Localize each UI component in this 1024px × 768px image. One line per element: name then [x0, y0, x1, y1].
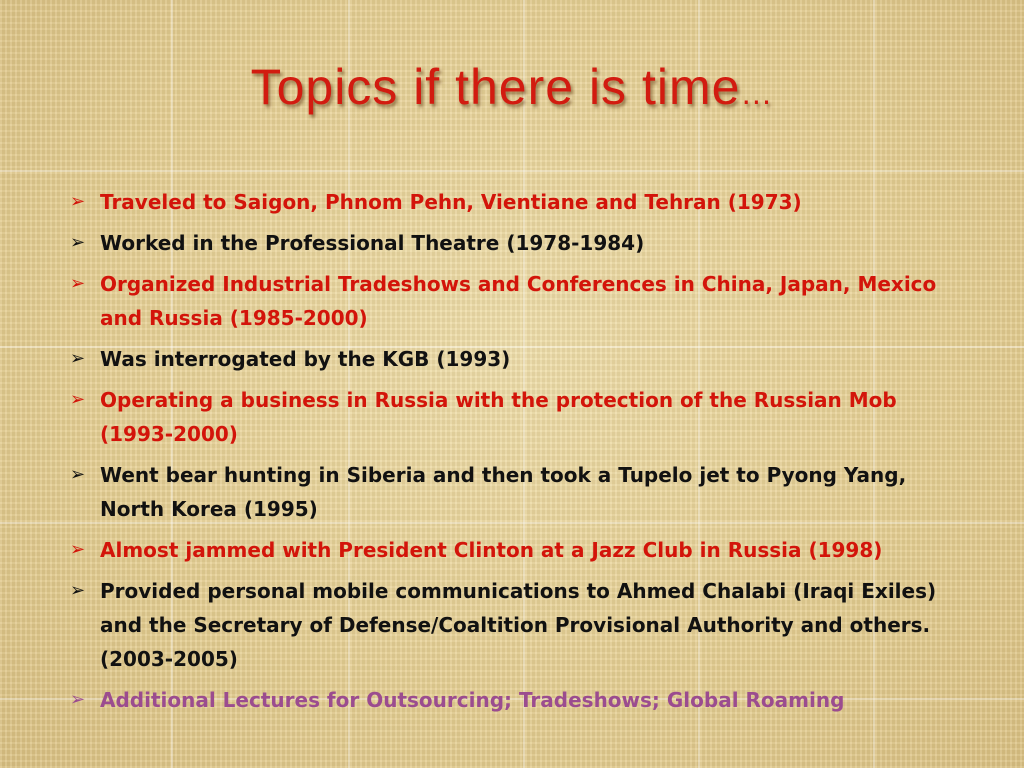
- bullet-item: [70, 383, 970, 451]
- bullet-item: [70, 458, 970, 526]
- arrowhead-bullet-icon: ➢: [70, 539, 86, 560]
- bullet-item: [70, 185, 970, 219]
- bullet-item: [70, 574, 970, 676]
- bullet-item: [70, 267, 970, 335]
- slide-title-text: Topics if there is time: [250, 59, 741, 115]
- bullet-text: Almost jammed with President Clinton at a Jazz Club in Russia (1998): [100, 538, 883, 562]
- bullet-item: [70, 683, 970, 717]
- bullet-text: Provided personal mobile communications to Ahmed Chalabi (Iraqi Exiles) and the Secretary of Defense/Coaltition Provisional Authority and others. (2003-2005): [100, 579, 937, 671]
- bullet-text: Went bear hunting in Siberia and then took a Tupelo jet to Pyong Yang, North Korea (1995): [100, 463, 907, 521]
- slide-title-ellipsis: …: [740, 75, 774, 111]
- bullet-item: [70, 226, 970, 260]
- bullet-text: Organized Industrial Tradeshows and Conferences in China, Japan, Mexico and Russia (1985-2000): [100, 272, 937, 330]
- texture-line: [0, 170, 1024, 172]
- bullet-item: [70, 342, 970, 376]
- bullet-text: Additional Lectures for Outsourcing; Tradeshows; Global Roaming: [100, 688, 845, 712]
- arrowhead-bullet-icon: ➢: [70, 389, 86, 410]
- arrowhead-bullet-icon: ➢: [70, 580, 86, 601]
- arrowhead-bullet-icon: ➢: [70, 464, 86, 485]
- bullet-text: Was interrogated by the KGB (1993): [100, 347, 511, 371]
- arrowhead-bullet-icon: ➢: [70, 191, 86, 212]
- bullet-text: Worked in the Professional Theatre (1978-1984): [100, 231, 645, 255]
- arrowhead-bullet-icon: ➢: [70, 232, 86, 253]
- arrowhead-bullet-icon: ➢: [70, 689, 86, 710]
- bullet-list: [70, 185, 970, 724]
- arrowhead-bullet-icon: ➢: [70, 273, 86, 294]
- arrowhead-bullet-icon: ➢: [70, 348, 86, 369]
- bullet-item: [70, 533, 970, 567]
- slide-title: [0, 58, 1024, 116]
- bullet-text: Traveled to Saigon, Phnom Pehn, Vientiane and Tehran (1973): [100, 190, 802, 214]
- bullet-text: Operating a business in Russia with the protection of the Russian Mob (1993-2000): [100, 388, 897, 446]
